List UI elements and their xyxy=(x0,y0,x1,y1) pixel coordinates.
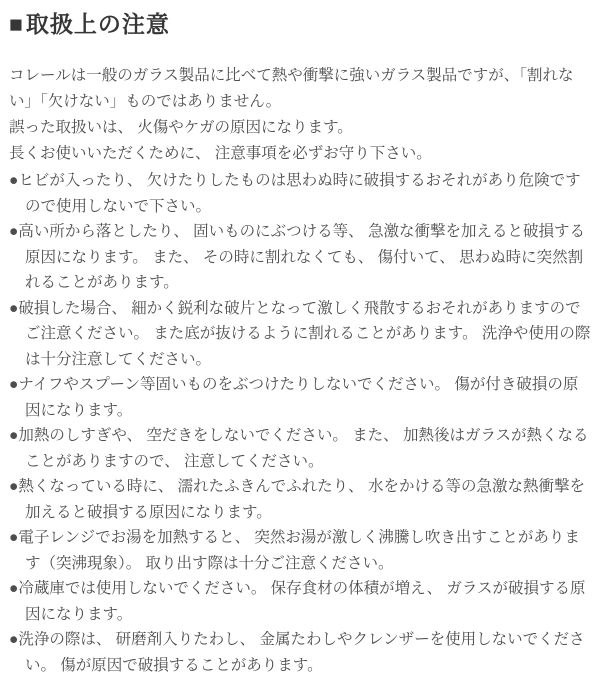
precaution-text: 熱くなっている時に、 濡れたふきんでふれたり、 水をかける等の急激な熱衝撃を加えると破損する原因になります。 xyxy=(18,478,585,521)
bullet-icon: ● xyxy=(9,299,19,317)
precaution-item xyxy=(9,627,592,678)
precaution-text: 冷蔵庫では使用しないでください。 保存食材の体積が増え、 ガラスが破損する原因になります。 xyxy=(18,580,586,623)
bullet-icon: ● xyxy=(9,529,19,546)
bullet-icon: ● xyxy=(9,376,19,393)
precaution-item xyxy=(9,525,592,576)
precaution-item xyxy=(9,296,592,373)
intro-paragraph: 誤った取扱いは、 火傷やケガの原因になります。 xyxy=(9,119,353,136)
bullet-icon: ● xyxy=(9,478,19,495)
intro-paragraph: 長くお使いいただくために、 注意事項を必ずお守り下さい。 xyxy=(9,145,432,162)
intro-section xyxy=(9,63,592,167)
precaution-text: ナイフやスプーン等固いものをぶつけたりしないでください。 傷が付き破損の原因になります。 xyxy=(18,376,579,419)
precaution-text: 高い所から落としたり、 固いものにぶつける等、 急激な衝撃を加えると破損する原因になります。 また、 その時に割れなくても、 傷付いて、 思わぬ時に突然割れることがあります。 xyxy=(18,223,585,291)
precaution-item xyxy=(9,474,592,525)
precaution-item xyxy=(9,372,592,423)
precaution-text: 洗浄の際は、 研磨剤入りたわし、 金属たわしやクレンザーを使用しないでください。 傷が原因で破損することがあります。 xyxy=(18,631,585,674)
precaution-item xyxy=(9,168,592,219)
precaution-text: ヒビが入ったり、 欠けたりしたものは思わぬ時に破損するおそれがあり危険ですので使用しないで下さい。 xyxy=(18,172,581,215)
heading-square-icon: ■ xyxy=(9,11,24,37)
precaution-item xyxy=(9,576,592,627)
intro-paragraph: コレールは一般のガラス製品に比べて熱や衝撃に強いガラス製品ですが、「割れない」「欠けない」ものではありません。 xyxy=(9,67,574,110)
bullet-icon: ● xyxy=(9,223,19,240)
bullet-icon: ● xyxy=(9,172,19,189)
precaution-item xyxy=(9,219,592,296)
precaution-text: 電子レンジでお湯を加熱すると、 突然お湯が激しく沸騰し吹き出すことがあります（突沸現象）。 取り出す際は十分ご注意ください。 xyxy=(18,529,580,572)
bullet-icon: ● xyxy=(9,631,19,648)
precaution-text: 加熱のしすぎや、 空だきをしないでください。 また、 加熱後はガラスが熱くなることがありますので、 注意してください。 xyxy=(18,427,589,470)
precaution-text: 破損した場合、 細かく鋭利な破片となって激しく飛散するおそれがありますのでご注意ください。 また底が抜けるように割れることがあります。 洗浄や使用の際は十分注意してください。 xyxy=(18,299,591,368)
page-title-text: 取扱上の注意 xyxy=(25,11,170,37)
page-title xyxy=(9,8,592,40)
bullet-icon: ● xyxy=(9,580,19,597)
precaution-item xyxy=(9,423,592,474)
precautions-list xyxy=(9,168,592,678)
bullet-icon: ● xyxy=(9,427,19,444)
